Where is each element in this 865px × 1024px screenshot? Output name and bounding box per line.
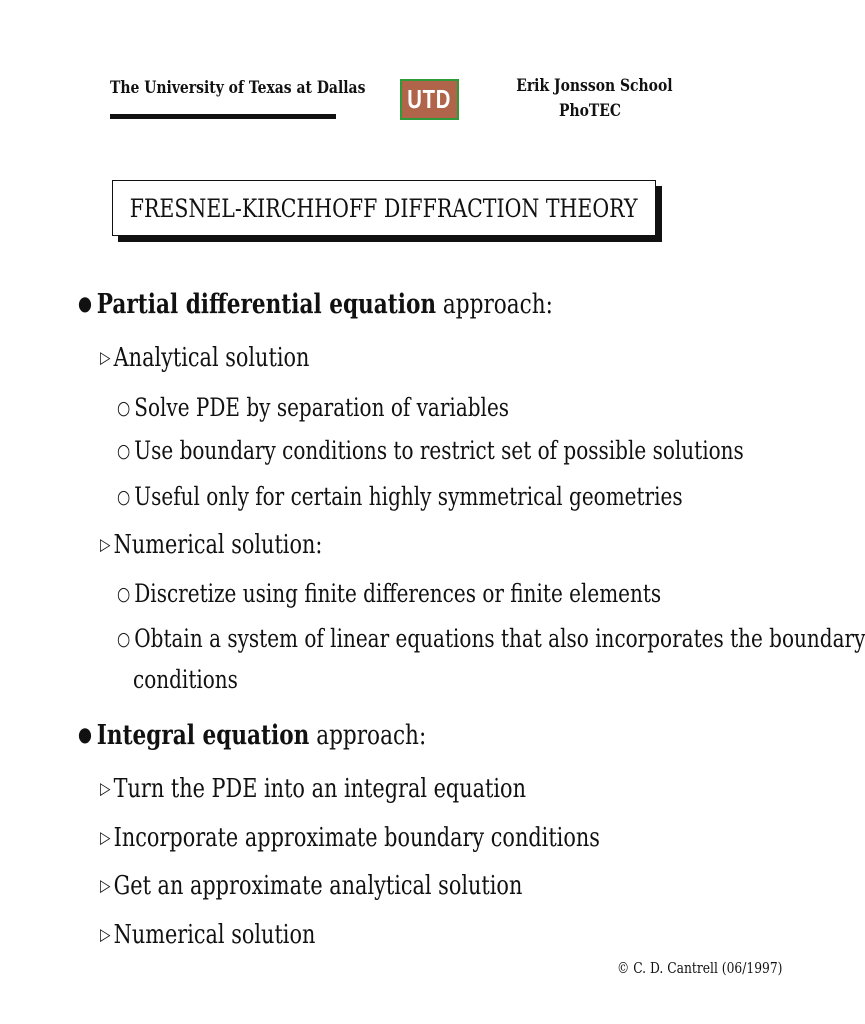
- section-heading-rest: approach:: [309, 720, 427, 751]
- school-name: [500, 74, 680, 123]
- list-item: [100, 532, 322, 558]
- school-line-1: Erik Jonsson School: [516, 76, 673, 96]
- sub-list-item-text: Solve PDE by separation of variables: [134, 393, 510, 422]
- list-item-text: Incorporate approximate boundary conditions: [113, 823, 600, 853]
- circle-bullet-icon: ○: [117, 397, 131, 419]
- list-item-text: Numerical solution:: [113, 530, 323, 560]
- utd-logo-text: UTD: [407, 84, 452, 114]
- section-heading-integral: [78, 722, 426, 749]
- list-item-text: Analytical solution: [113, 343, 310, 373]
- sub-list-item-text: Discretize using finite differences or finite elements: [134, 579, 662, 608]
- sub-list-item: [117, 626, 865, 651]
- list-item: [100, 873, 522, 899]
- copyright-notice: © C. D. Cantrell (06/1997): [617, 959, 783, 977]
- list-item-text: Get an approximate analytical solution: [113, 871, 523, 901]
- triangle-bullet-icon: ▷: [100, 828, 111, 848]
- triangle-bullet-icon: ▷: [100, 535, 111, 555]
- section-heading-bold: Integral equation: [96, 720, 310, 751]
- utd-logo: [400, 79, 459, 120]
- list-item: [100, 776, 526, 802]
- sub-list-item: [117, 484, 683, 509]
- section-heading-rest: approach:: [436, 289, 553, 320]
- header-rule: [110, 114, 336, 119]
- bullet-icon: ●: [78, 291, 92, 315]
- circle-bullet-icon: ○: [117, 583, 131, 605]
- list-item-text: Numerical solution: [113, 920, 316, 950]
- bullet-icon: ●: [78, 722, 92, 746]
- list-item: [100, 345, 309, 371]
- triangle-bullet-icon: ▷: [100, 876, 111, 896]
- circle-bullet-icon: ○: [117, 486, 131, 508]
- sub-list-item-continuation: conditions: [133, 665, 238, 694]
- sub-list-item-text: Useful only for certain highly symmetrical geometries: [134, 482, 683, 511]
- sub-list-item: [117, 581, 661, 606]
- list-item: [100, 825, 600, 851]
- page-title: FRESNEL-KIRCHHOFF DIFFRACTION THEORY: [130, 193, 638, 223]
- sub-list-item-text: Use boundary conditions to restrict set of possible solutions: [134, 436, 744, 465]
- sub-list-item-text: Obtain a system of linear equations that also incorporates the boundary: [134, 624, 865, 653]
- list-item: [100, 922, 315, 948]
- triangle-bullet-icon: ▷: [100, 348, 111, 368]
- sub-list-item: [117, 395, 509, 420]
- circle-bullet-icon: ○: [117, 440, 131, 462]
- school-line-2: PhoTEC: [558, 100, 622, 121]
- sub-list-item: [117, 438, 744, 463]
- section-heading-bold: Partial differential equation: [96, 289, 437, 320]
- university-name: The University of Texas at Dallas: [110, 78, 366, 98]
- list-item-text: Turn the PDE into an integral equation: [113, 774, 526, 804]
- triangle-bullet-icon: ▷: [100, 779, 111, 799]
- title-box: [112, 180, 656, 236]
- circle-bullet-icon: ○: [117, 628, 131, 650]
- section-heading-pde: [78, 291, 553, 318]
- triangle-bullet-icon: ▷: [100, 925, 111, 945]
